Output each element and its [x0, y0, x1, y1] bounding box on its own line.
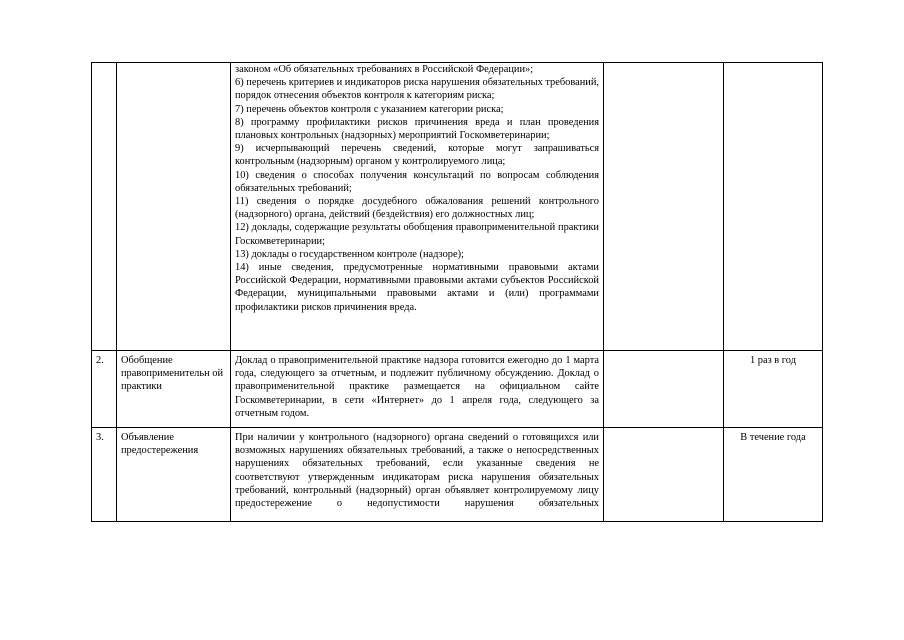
content-paragraph: 7) перечень объектов контроля с указанием категории риска;	[235, 103, 504, 115]
responsible-cell	[604, 428, 724, 522]
measure-content-cell	[231, 351, 604, 428]
content-paragraph: 12) доклады, содержащие результаты обобщения правоприменительной практики Госкомветеринарии;	[235, 222, 599, 247]
content-paragraph: 9) исчерпывающий перечень сведений, которые могут запрашиваться контрольным (надзорным) органом у контролируемого лица;	[235, 143, 599, 168]
measure-content-cell	[231, 63, 604, 351]
content-paragraph: законом «Об обязательных требованиях в Российской Федерации»;	[235, 64, 534, 75]
content-paragraph: 8) программу профилактики рисков причинения вреда и план проведения плановых контрольных (надзорных) мероприятий Госкомветеринарии;	[235, 116, 599, 142]
measure-name-cell: Объявление предостережения	[117, 428, 231, 522]
content-paragraph: 10) сведения о способах получения консультаций по вопросам соблюдения обязательных требований;	[235, 169, 599, 194]
content-paragraph: 14) иные сведения, предусмотренные нормативными правовыми актами Российской Федерации, нормативными правовыми актами субъектов Российской Федерации, муниципальными правовыми актами и (или) программами профилактики рисков причинения вреда.	[235, 262, 599, 313]
table-row	[92, 63, 823, 351]
content-clip	[235, 431, 599, 521]
row-number-cell: 3.	[92, 428, 117, 522]
period-cell	[724, 63, 823, 351]
measure-name-cell	[117, 63, 231, 351]
table-row	[92, 351, 823, 428]
row-number-cell: 2.	[92, 351, 117, 428]
content-paragraph: При наличии у контрольного (надзорного) органа сведений о готовящихся или возможных нарушениях обязательных требований, а также о непосредственных нарушениях обязательных требований, если указанные сведения не соответствуют утвержденным индикаторам риска нарушения обязательных требований, контрольный (надзорный) орган объявляет контролируемому лицу предостережение о недопустимости нарушения обязательных	[235, 432, 599, 510]
content-paragraph: 11) сведения о порядке досудебного обжалования решений контрольного (надзорного) органа, действий (бездействия) его должностных лиц;	[235, 196, 599, 221]
row-number-cell	[92, 63, 117, 351]
measure-name-cell: Обобщение правоприменительн ой практики	[117, 351, 231, 428]
measure-content-cell	[231, 428, 604, 522]
content-paragraph: 6) перечень критериев и индикаторов риска нарушения обязательных требований, порядок отнесения объектов контроля к категориям риска;	[235, 77, 599, 102]
period-cell: 1 раз в год	[724, 351, 823, 428]
table-row	[92, 428, 823, 522]
content-paragraph: 13) доклады о государственном контроле (надзоре);	[235, 248, 464, 260]
responsible-cell	[604, 351, 724, 428]
measures-table	[91, 62, 823, 522]
responsible-cell	[604, 63, 724, 351]
period-cell: В течение года	[724, 428, 823, 522]
content-paragraph: Доклад о правоприменительной практике надзора готовится ежегодно до 1 марта года, следующего за отчетным, и подлежит публичному обсуждению. Доклад о правоприменительной практике размещается на официальном сайте Госкомветеринарии, в сети «Интернет» до 1 апреля года, следующего за отчетным годом.	[235, 355, 599, 419]
